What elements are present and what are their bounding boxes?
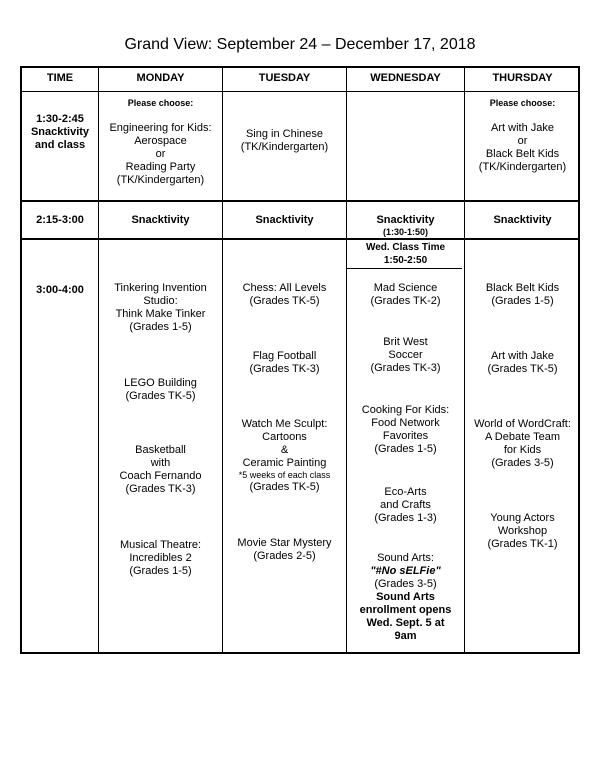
snack-line: Snacktivity (376, 214, 435, 226)
class-line: (Grades TK-3) (125, 483, 196, 495)
class-block (347, 552, 464, 643)
row2-thursday: Snacktivity (493, 214, 552, 226)
class-line: Think Make Tinker (115, 308, 206, 320)
class-line: (Grades TK-5) (249, 295, 320, 307)
class-line: or (517, 135, 528, 147)
header-thursday: THURSDAY (492, 72, 553, 84)
class-line: (Grades TK-3) (370, 362, 441, 374)
please-choose: Please choose: (489, 98, 556, 108)
class-line: World of WordCraft: (474, 418, 571, 430)
class-line: (Grades TK-5) (125, 390, 196, 402)
class-line: (Grades 3-5) (374, 578, 437, 590)
class-line: Engineering for Kids: (109, 122, 212, 134)
row-divider (22, 200, 578, 202)
class-line: (Grades TK-5) (249, 481, 320, 493)
class-line: Cartoons (262, 431, 307, 443)
class-line: Tinkering Invention (114, 282, 207, 294)
class-line: Mad Science (373, 282, 438, 294)
class-block (465, 350, 580, 376)
enrollment-note: 9am (394, 630, 417, 642)
class-line: (Grades TK-5) (487, 363, 558, 375)
class-line: and Crafts (380, 499, 431, 511)
time-line: and class (34, 139, 86, 151)
class-line: Sound Arts: (377, 552, 434, 564)
class-line: Black Belt Kids (485, 282, 560, 294)
header-wednesday: WEDNESDAY (370, 72, 441, 84)
class-line: Brit West (383, 336, 428, 348)
class-line: (Grades 3-5) (491, 457, 554, 469)
class-subtitle: "#No sELFie" (370, 565, 441, 577)
class-line: Cooking For Kids: (361, 404, 450, 416)
class-block (465, 282, 580, 308)
class-line: (Grades 2-5) (253, 550, 316, 562)
row1-time (22, 113, 98, 152)
please-choose: Please choose: (127, 98, 194, 108)
header-time: TIME (46, 72, 74, 84)
class-line: Young Actors (490, 512, 555, 524)
enrollment-note: Wed. Sept. 5 at (366, 617, 445, 629)
class-line: or (155, 148, 166, 160)
row1-tuesday (223, 128, 346, 154)
class-line: Flag Football (252, 350, 317, 362)
enrollment-note: Sound Arts (376, 591, 435, 603)
class-line: (TK/Kindergarten) (478, 161, 567, 173)
row3-time: 3:00-4:00 (36, 284, 84, 296)
class-line: LEGO Building (124, 377, 197, 389)
class-block (99, 444, 222, 496)
class-block (347, 486, 464, 525)
class-line: Favorites (382, 430, 429, 442)
class-block (223, 418, 346, 494)
class-line: Coach Fernando (119, 470, 202, 482)
class-line: (Grades 1-5) (129, 565, 192, 577)
class-line: (Grades TK-1) (487, 538, 558, 550)
class-line: (Grades TK-3) (249, 363, 320, 375)
class-line: Movie Star Mystery (237, 537, 332, 549)
class-block (99, 539, 222, 578)
class-line: Musical Theatre: (119, 539, 202, 551)
class-line: (TK/Kindergarten) (116, 174, 205, 186)
class-line: Sing in Chinese (245, 128, 324, 140)
page-title: Grand View: September 24 – December 17, 2018 (124, 36, 476, 53)
class-block (465, 418, 580, 470)
class-block (347, 336, 464, 375)
class-line: Food Network (371, 417, 440, 429)
enrollment-note: enrollment opens (359, 604, 452, 616)
class-line: (Grades 1-5) (129, 321, 192, 333)
class-line: Black Belt Kids (485, 148, 560, 160)
snack-line: (1:30-1:50) (382, 227, 429, 237)
class-note: *5 weeks of each class (238, 470, 331, 480)
wed-class-time (347, 241, 464, 267)
class-line: Basketball (135, 444, 186, 456)
header-tuesday: TUESDAY (258, 72, 311, 84)
class-line: Art with Jake (491, 350, 554, 362)
class-line: (Grades 1-5) (374, 443, 437, 455)
row2-monday: Snacktivity (131, 214, 190, 226)
class-line: Reading Party (125, 161, 196, 173)
class-line: (TK/Kindergarten) (240, 141, 329, 153)
class-block (223, 350, 346, 376)
header-monday: MONDAY (136, 72, 185, 84)
class-line: (Grades 1-5) (491, 295, 554, 307)
class-line: Soccer (388, 349, 423, 361)
row-divider (22, 91, 578, 92)
schedule-table (20, 66, 580, 654)
class-line: Art with Jake (491, 122, 554, 134)
time-line: 1:30-2:45 (36, 113, 84, 125)
class-line: Studio: (143, 295, 178, 307)
row2-tuesday: Snacktivity (255, 214, 314, 226)
class-line: Watch Me Sculpt: (241, 418, 328, 430)
wed-class-time-divider (346, 268, 462, 269)
class-block (99, 377, 222, 403)
time-line: Snacktivity (30, 126, 90, 138)
class-line: Workshop (497, 525, 548, 537)
row2-time: 2:15-3:00 (36, 214, 84, 226)
row2-wednesday (347, 214, 464, 238)
class-line: for Kids (503, 444, 542, 456)
class-line: (Grades TK-2) (370, 295, 441, 307)
class-line: Ceramic Painting (242, 457, 327, 469)
class-line: Incredibles 2 (129, 552, 192, 564)
class-block (99, 282, 222, 334)
class-block (223, 282, 346, 308)
class-line: with (150, 457, 171, 469)
row-divider (22, 238, 578, 240)
class-line: & (280, 444, 289, 456)
class-block (223, 537, 346, 563)
class-block (347, 282, 464, 308)
class-line: Aerospace (134, 135, 187, 147)
class-line: (Grades 1-3) (374, 512, 437, 524)
class-line: Chess: All Levels (242, 282, 327, 294)
class-line: A Debate Team (484, 431, 560, 443)
class-time-line: 1:50-2:50 (383, 255, 428, 266)
class-time-line: Wed. Class Time (365, 242, 446, 253)
class-block (465, 512, 580, 551)
class-block (347, 404, 464, 456)
row1-thursday (465, 98, 580, 174)
class-line: Eco-Arts (384, 486, 427, 498)
row1-monday (99, 98, 222, 187)
